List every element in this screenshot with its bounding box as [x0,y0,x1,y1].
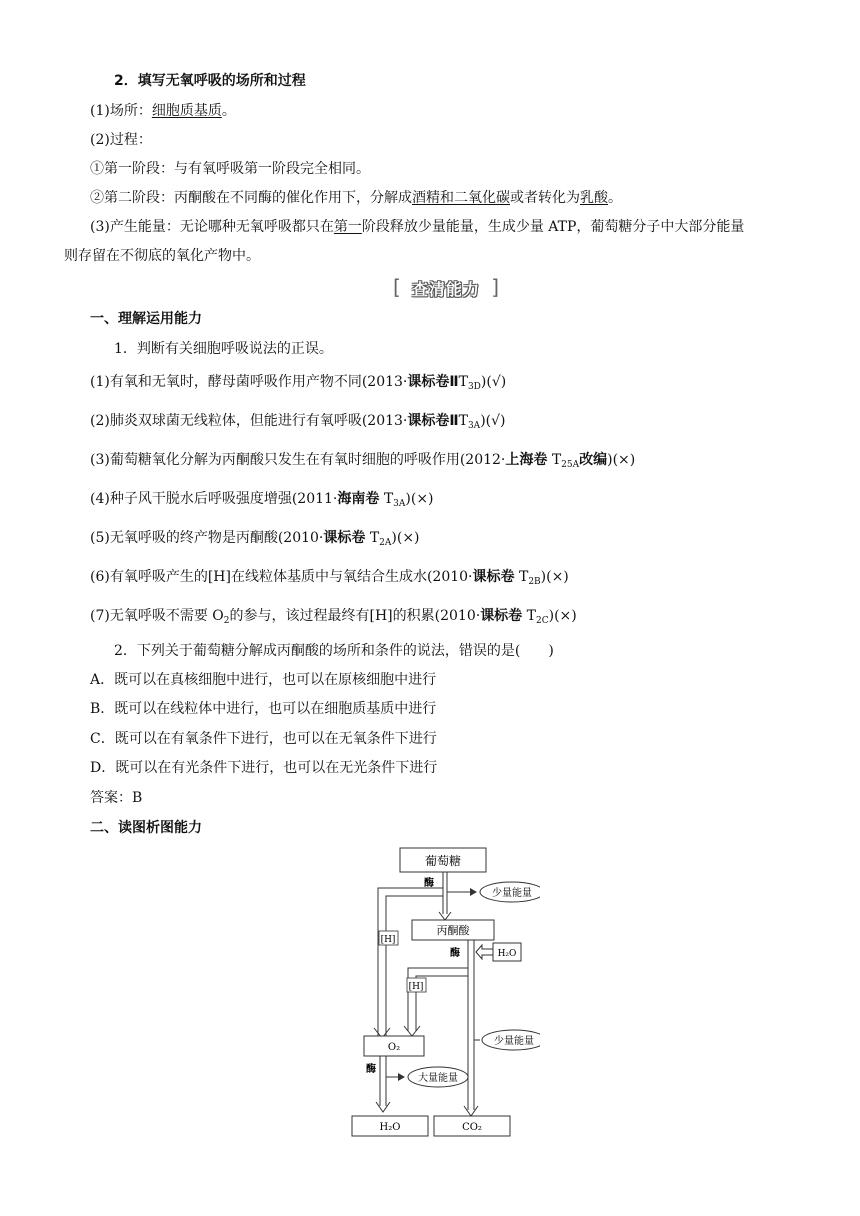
bracket-open: [ [393,275,401,299]
option-c: C．既可以在有氧条件下进行，也可以在无氧条件下进行 [90,731,437,747]
bracket-close: ] [491,275,499,299]
enzyme-label: 酶 [366,1064,376,1075]
banner-text: 查清能力 [411,280,480,299]
arrow-head [404,1026,420,1036]
o2-label: O₂ [387,1042,401,1053]
h-path [386,896,443,1036]
stage-one: ①第一阶段：与有氧呼吸第一阶段完全相同。 [90,161,370,177]
arrow-head [376,1102,390,1112]
answer: 答案：B [90,790,143,806]
energy-paragraph-continued: 则存留在不彻底的氧化产物中。 [64,248,260,264]
text: (1)场所： [90,103,152,119]
underlined-answer: 第一 [333,219,362,235]
judgement-item: (6)有氧呼吸产生的[H]在线粒体基质中与氧结合生成水(2010·课标卷 $T_{2B})(\times)$ [90,569,569,587]
ability-banner [393,275,499,301]
judgement-item: (1)有氧和无氧时，酵母菌呼吸作用产物不同(2013·课标卷$ⅡT_{3D})(√)$ [90,374,507,392]
h-path [408,968,468,1031]
option-a: A．既可以在真核细胞中进行，也可以在原核细胞中进行 [90,672,437,688]
underlined-answer: 乳酸 [580,190,608,206]
option-d: D．既可以在有光条件下进行，也可以在无光条件下进行 [90,760,438,776]
little-energy-label: 少量能量 [492,888,532,899]
arrow-head [464,1106,478,1116]
text: 。 [221,103,236,119]
judgement-item: (2)肺炎双球菌无线粒体，但能进行有氧呼吸(2013·课标卷$ⅡT_{3A})(√)$ [90,413,506,431]
section-title: 二、读图析图能力 [90,820,202,836]
judgement-item: (7)无氧呼吸不需要 $O_2$的参与，该过程最终有[H]的积累(2010·课标卷 $T_{2C})(\times)$ [90,608,577,626]
h2o-in-arrow [476,945,493,959]
little-energy-label: 少量能量 [494,1036,534,1047]
judgement-item: (3)葡萄糖氧化分解为丙酮酸只发生在有氧时细胞的呼吸作用(2012·上海卷 $T_{25A}$改编)(×) [90,452,636,470]
pyruvate-label: 丙酮酸 [436,924,470,937]
arrow-head [439,912,451,920]
process-label: (2)过程： [90,132,152,148]
question-1: 1．判断有关细胞呼吸说法的正误。 [114,341,333,357]
text: ②第二阶段：丙酮酸在不同酶的催化作用下，分解成 [90,190,412,206]
question-2: 2．下列关于葡萄糖分解成丙酮酸的场所和条件的说法，错误的是( ) [114,643,554,659]
place-paragraph [90,101,236,121]
h-label: [H] [380,935,396,945]
much-energy-label: 大量能量 [418,1073,458,1084]
enzyme-label: 酶 [424,878,434,889]
text: 或者转化为 [510,190,580,206]
section-title: 一、理解运用能力 [90,311,202,327]
stage-two [90,188,622,208]
underlined-answer: 酒精和二氧化碳 [412,190,510,206]
judgement-item: (5)无氧呼吸的终产物是丙酮酸(2010·课标卷 $T_{2A})(\times)$ [90,530,420,548]
h2o-in-label: H₂O [497,949,517,959]
option-b: B．既可以在线粒体中进行，也可以在细胞质基质中进行 [90,701,437,717]
co2-label: CO₂ [462,1122,482,1133]
section-heading: 2．填写无氧呼吸的场所和过程 [114,73,306,89]
judgement-item: (4)种子风干脱水后呼吸强度增强(2011·海南卷 $T_{3A})(\times)$ [90,491,434,509]
text: 。 [608,190,622,206]
text: 阶段释放少量能量，生成少量 ATP，葡萄糖分子中大部分能量 [361,219,745,235]
h-label: [H] [408,982,424,992]
h-path [378,888,443,1036]
respiration-flow-diagram [340,840,540,1140]
underlined-answer: 细胞质基质 [151,103,222,119]
text: (3)产生能量：无论哪种无氧呼吸都只在 [90,219,334,235]
enzyme-label: 酶 [450,948,460,959]
h2o-out-label: H₂O [379,1122,401,1133]
glucose-label: 葡萄糖 [424,854,462,868]
energy-paragraph [90,217,744,237]
